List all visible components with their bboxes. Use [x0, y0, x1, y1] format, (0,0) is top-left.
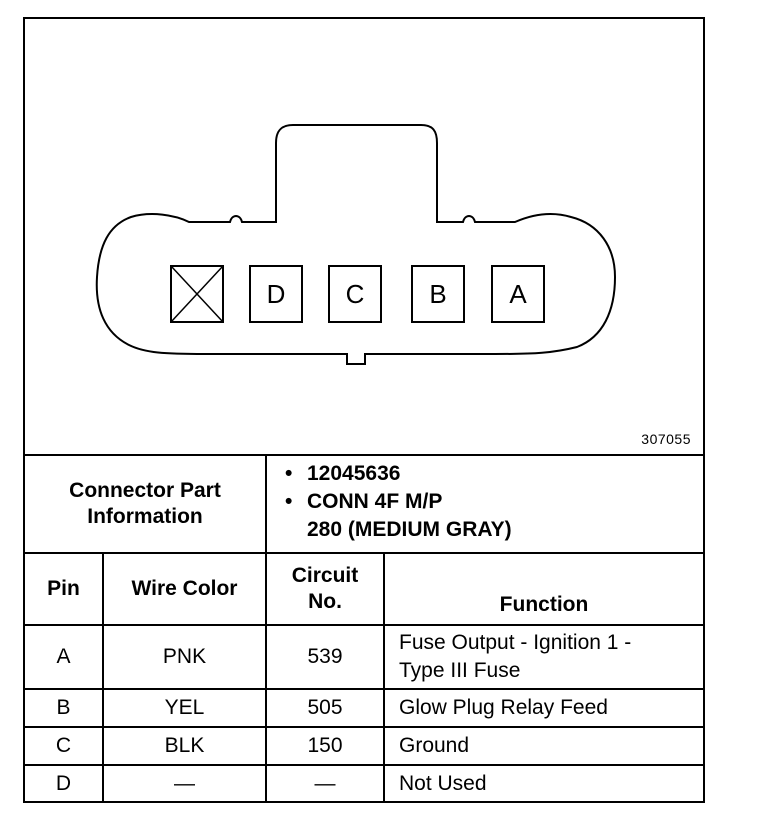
- circuit-cell: 539: [266, 625, 384, 689]
- circuit-cell: 505: [266, 689, 384, 727]
- figure-reference-number: 307055: [641, 431, 691, 447]
- circuit-cell: —: [266, 765, 384, 802]
- function-cell: Not Used: [384, 765, 703, 802]
- wire-color-cell: —: [103, 765, 266, 802]
- connector-info-label: [25, 456, 266, 553]
- header-circuit-line1: Circuit: [291, 564, 359, 587]
- connector-diagram-frame: [23, 17, 705, 803]
- connector-info-label-line1: Connector Part: [69, 479, 221, 502]
- table-row: [25, 727, 703, 765]
- connector-description-line2: 280 (MEDIUM GRAY): [307, 518, 512, 541]
- pin-cell: A: [25, 625, 103, 689]
- connector-description-line1: CONN 4F M/P: [307, 490, 443, 513]
- function-cell: [384, 625, 703, 689]
- cavity-b: [412, 266, 464, 322]
- pin-cell: B: [25, 689, 103, 727]
- pin-cell: C: [25, 727, 103, 765]
- bullet-icon: •: [285, 462, 293, 485]
- cavity-unused: [171, 266, 223, 322]
- cavity-d: [250, 266, 302, 322]
- header-circuit-no: [266, 553, 384, 625]
- bullet-icon: •: [285, 490, 293, 513]
- pin-cell: D: [25, 765, 103, 802]
- wire-color-cell: YEL: [103, 689, 266, 727]
- function-line1: Fuse Output - Ignition 1 -: [399, 631, 632, 654]
- function-cell: Ground: [384, 727, 703, 765]
- connector-info-row: [25, 456, 703, 553]
- cavity-a: [492, 266, 544, 322]
- cavity-label: D: [266, 279, 286, 309]
- cavity-c: [329, 266, 381, 322]
- cavity-label: C: [345, 279, 365, 309]
- table-header-row: [25, 553, 703, 625]
- wire-color-cell: PNK: [103, 625, 266, 689]
- connector-info-label-line2: Information: [87, 505, 203, 528]
- header-pin: Pin: [25, 553, 103, 625]
- part-number: 12045636: [307, 462, 401, 485]
- connector-illustration: [25, 19, 703, 456]
- header-circuit-line2: No.: [308, 590, 342, 613]
- cavity-label: B: [429, 279, 447, 309]
- table-row: [25, 625, 703, 689]
- connector-info-details: [266, 456, 703, 553]
- header-wire-color: Wire Color: [103, 553, 266, 625]
- circuit-cell: 150: [266, 727, 384, 765]
- function-line2: Type III Fuse: [399, 659, 521, 682]
- wire-color-cell: BLK: [103, 727, 266, 765]
- table-row: [25, 689, 703, 727]
- table-row: [25, 765, 703, 802]
- cavity-label: A: [509, 279, 527, 309]
- connector-body-outline: [97, 125, 615, 364]
- header-function: Function: [384, 553, 703, 625]
- function-cell: Glow Plug Relay Feed: [384, 689, 703, 727]
- connector-pinout-table: [25, 456, 703, 802]
- connector-face-drawing: [25, 19, 703, 454]
